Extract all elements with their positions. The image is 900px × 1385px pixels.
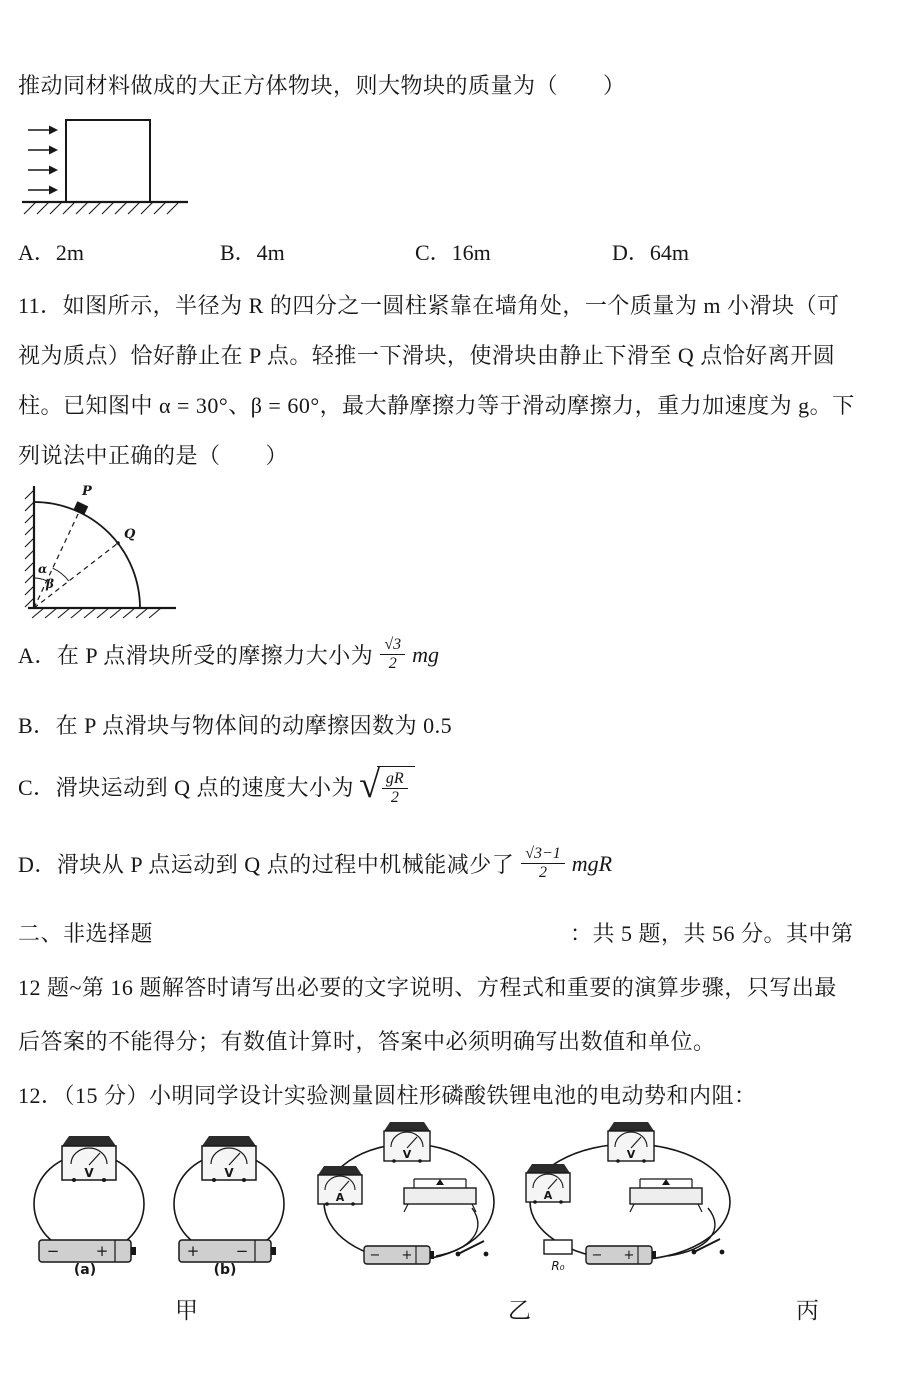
battery-minus: − (369, 1248, 381, 1263)
q11-figure-quarter-cylinder (18, 480, 183, 622)
q12-circuit-bing (518, 1118, 743, 1278)
quarter-circle-arc (34, 502, 140, 608)
voltmeter-icon (384, 1122, 430, 1163)
ground-hatching (32, 608, 161, 618)
q10-option-a: A．2m (18, 240, 85, 265)
q11-stem-line-3: 柱。已知图中 α = 30°、β = 60°，最大静摩擦力等于滑动摩擦力，重力加速度为 g。下 (18, 393, 855, 418)
q11-stem-line-4: 列说法中正确的是（ ） (18, 443, 289, 468)
circuit-a-label: (a) (73, 1262, 97, 1277)
ammeter-letter: A (335, 1191, 345, 1204)
radical-sign: √ (359, 763, 380, 806)
ground-hatching (24, 202, 179, 214)
battery-icon (364, 1246, 434, 1264)
label-p: P (82, 484, 92, 499)
q11-stem-line-2: 视为质点）恰好静止在 P 点。轻推一下滑块，使滑块由静止下滑至 Q 点恰好离开圆 (18, 343, 836, 368)
block-square (66, 120, 150, 202)
q12-circuit-a (25, 1122, 155, 1277)
q11-option-a (18, 636, 439, 674)
push-arrows-icon (28, 126, 58, 195)
q11-option-a-suffix: mg (412, 641, 439, 667)
switch-icon (692, 1239, 725, 1254)
q10-option-c: C．16m (415, 240, 491, 265)
voltmeter-letter: V (402, 1148, 412, 1161)
q11-option-c (18, 763, 415, 808)
wall-hatching (25, 490, 34, 607)
battery-minus: − (235, 1242, 249, 1260)
battery-plus: + (401, 1248, 413, 1263)
rheostat-icon (404, 1179, 476, 1212)
circuit-b-label: (b) (213, 1262, 237, 1277)
label-alpha: α (38, 562, 48, 576)
q10-option-d: D．64m (612, 240, 690, 265)
section2-line-3: 后答案的不能得分；有数值计算时，答案中必须明确写出数值和单位。 (18, 1029, 716, 1054)
q10-stem: 推动同材料做成的大正方体物块，则大物块的质量为（ ） (18, 73, 626, 98)
section2-title-rest: ：共 5 题，共 56 分。其中第 (570, 921, 854, 946)
voltmeter-icon (202, 1136, 256, 1182)
voltmeter-icon (608, 1122, 654, 1163)
voltmeter-letter: V (224, 1166, 234, 1180)
battery-plus: + (623, 1248, 635, 1263)
voltmeter-letter: V (84, 1166, 94, 1180)
fraction-sqrt3-over-2: $\frac{√3}{2}$ (380, 636, 405, 674)
q12-circuit-yi (312, 1118, 502, 1278)
ammeter-letter: A (543, 1189, 553, 1202)
q11-option-a-text: A．在 P 点滑块所受的摩擦力大小为 (18, 643, 374, 669)
label-q: Q (124, 527, 136, 542)
circuit-group-label-bing: 丙 (796, 1298, 819, 1323)
wire-branch (668, 1208, 715, 1256)
q11-option-d-suffix: mgR (571, 850, 613, 876)
q12-circuit-b (165, 1122, 295, 1277)
q12-stem: 12．（15 分）小明同学设计实验测量圆柱形磷酸铁锂电池的电动势和内阻： (18, 1083, 757, 1108)
q11-option-d (18, 845, 612, 883)
section2-line-2: 12 题~第 16 题解答时请写出必要的文字说明、方程式和重要的演算步骤，只写出最 (18, 975, 837, 1000)
battery-plus: + (186, 1242, 200, 1260)
battery-icon (39, 1240, 136, 1262)
voltmeter-letter: V (626, 1148, 636, 1161)
battery-icon (179, 1240, 276, 1262)
q10-figure-block-on-ground (20, 110, 190, 222)
q11-option-d-text: D．滑块从 P 点运动到 Q 点的过程中机械能减少了 (18, 852, 515, 878)
ammeter-icon (318, 1166, 362, 1206)
radius-dashed-lines (34, 512, 118, 608)
q10-option-b: B．4m (220, 240, 285, 265)
q11-option-b: B．在 P 点滑块与物体间的动摩擦因数为 0.5 (18, 713, 453, 738)
resistor-r0-label: R₀ (551, 1259, 565, 1273)
circuit-group-label-jia: 甲 (175, 1298, 198, 1323)
q11-stem-line-1: 11．如图所示，半径为 R 的四分之一圆柱紧靠在墙角处，一个质量为 m 小滑块（可 (18, 293, 840, 318)
circuit-group-label-yi: 乙 (508, 1298, 531, 1323)
rheostat-icon (630, 1179, 702, 1212)
sqrt-gr-over-2: √ $\frac{gR}{2}$ (359, 766, 415, 808)
voltmeter-icon (62, 1136, 116, 1182)
ammeter-icon (526, 1164, 570, 1204)
wire-branch (436, 1208, 478, 1256)
q11-option-c-text: C．滑块运动到 Q 点的速度大小为 (18, 775, 355, 801)
battery-icon (586, 1246, 656, 1264)
battery-minus: − (46, 1242, 60, 1260)
point-q-dot (116, 541, 120, 545)
section2-title: 二、非选择题 (18, 921, 154, 946)
fraction-sqrt3-minus-1-over-2: $\frac{√3-1}{2}$ (521, 845, 565, 883)
battery-plus: + (95, 1242, 109, 1260)
label-beta: β (46, 577, 54, 591)
resistor-r0-icon (544, 1240, 572, 1273)
battery-minus: − (591, 1248, 603, 1263)
slider-block-at-p (74, 501, 89, 514)
